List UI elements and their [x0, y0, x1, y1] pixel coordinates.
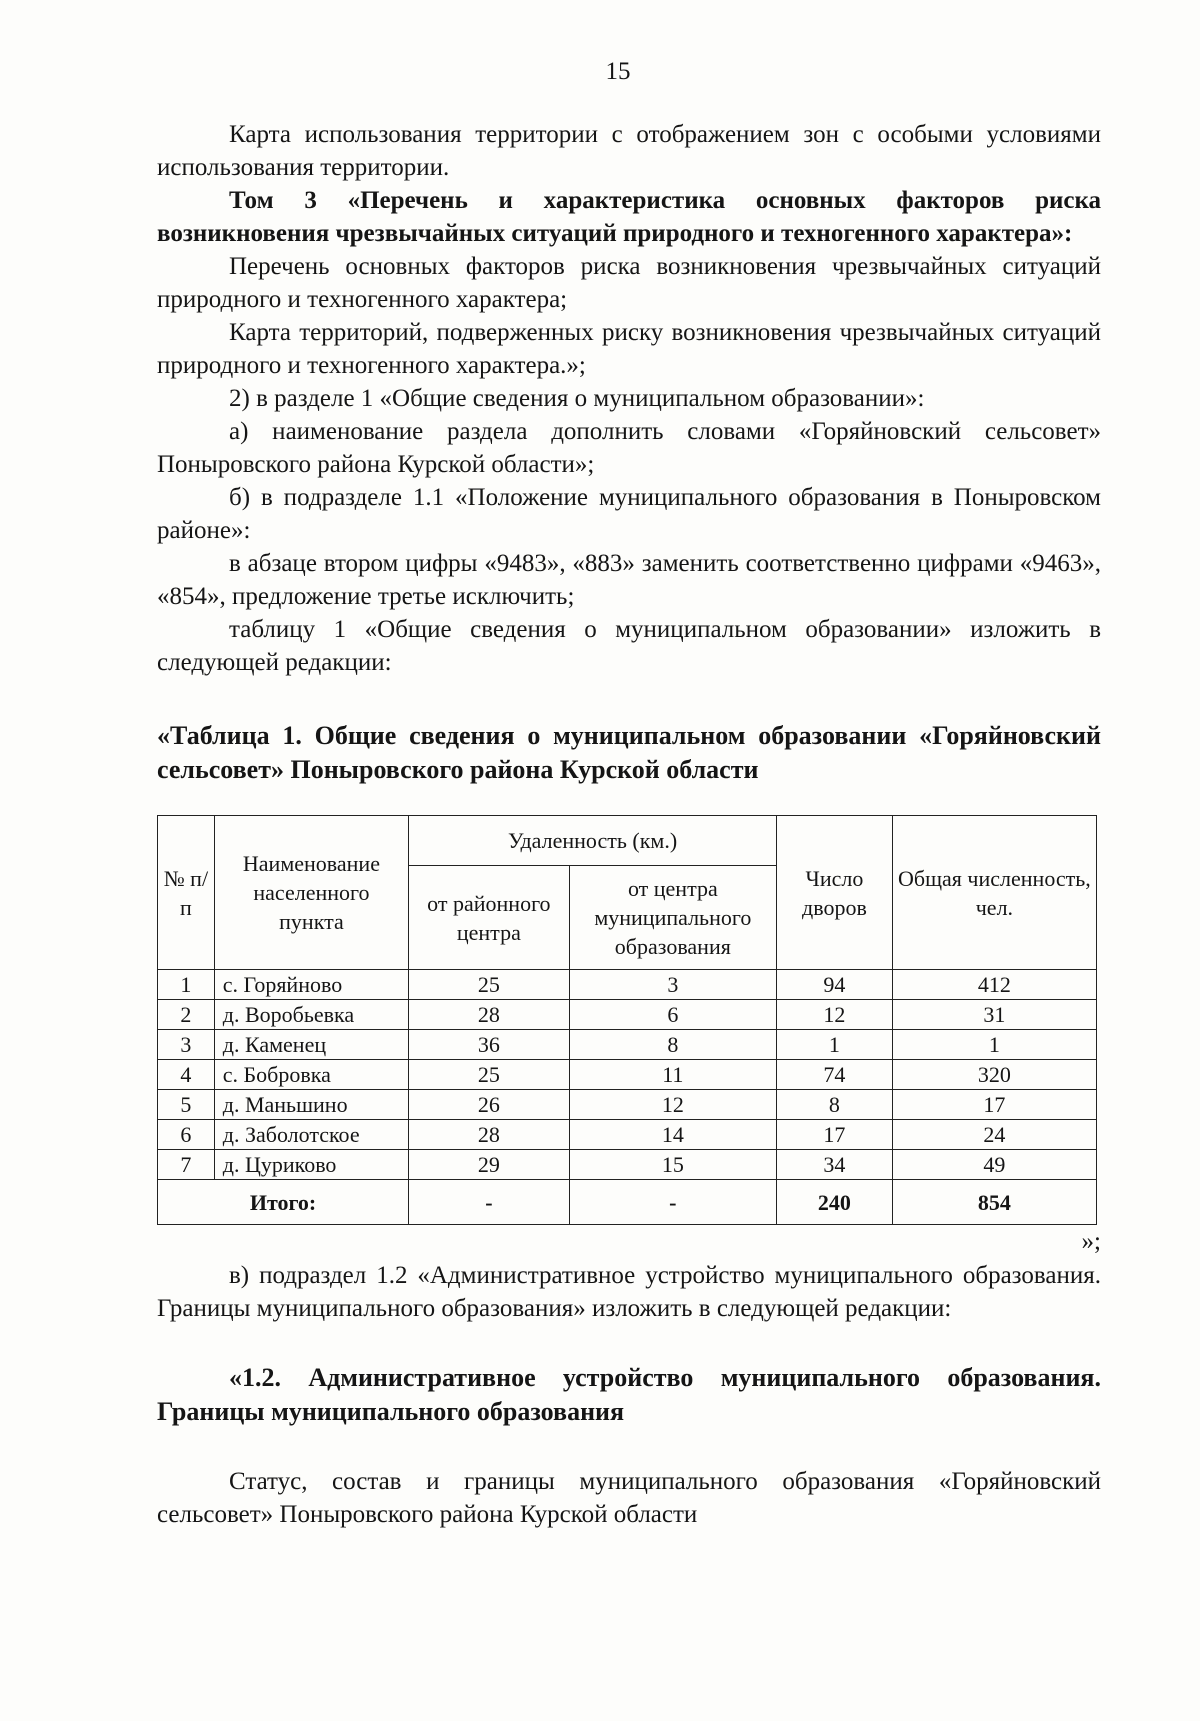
cell-num: 7 [158, 1150, 215, 1180]
cell-num: 5 [158, 1090, 215, 1120]
total-district: - [409, 1180, 570, 1225]
cell-from-district: 28 [409, 1000, 570, 1030]
table-row [158, 1000, 1097, 1030]
cell-households: 12 [777, 1000, 893, 1030]
header-from-district: от районного центра [409, 866, 570, 970]
cell-from-district: 28 [409, 1120, 570, 1150]
header-name: Наименование населенного пункта [214, 816, 408, 970]
cell-num: 4 [158, 1060, 215, 1090]
cell-from-district: 26 [409, 1090, 570, 1120]
cell-households: 34 [777, 1150, 893, 1180]
table-row [158, 1060, 1097, 1090]
cell-population: 24 [892, 1120, 1096, 1150]
paragraph-table-intro: таблицу 1 «Общие сведения о муниципальном образовании» изложить в следующей редакции: [157, 616, 1101, 676]
document-body [157, 118, 1101, 1531]
total-municipal: - [569, 1180, 776, 1225]
cell-households: 74 [777, 1060, 893, 1090]
table-row [158, 1090, 1097, 1120]
cell-households: 17 [777, 1120, 893, 1150]
cell-households: 94 [777, 970, 893, 1000]
table-caption: «Таблица 1. Общие сведения о муниципальном образовании «Горяйновский сельсовет» Поныровского района Курской области [157, 721, 1101, 784]
section-1-2-heading: «1.2. Административное устройство муниципального образования. Границы муниципального образования [157, 1363, 1101, 1426]
cell-from-district: 25 [409, 1060, 570, 1090]
paragraph-item-b: б) в подразделе 1.1 «Положение муниципального образования в Поныровском районе»: [157, 484, 1101, 544]
paragraph-section-1: 2) в разделе 1 «Общие сведения о муниципальном образовании»: [229, 385, 925, 412]
paragraph-item-c: в) подраздел 1.2 «Административное устройство муниципального образования. Границы муниципального образования» изложить в следующей редакции: [157, 1262, 1101, 1322]
cell-name: д. Каменец [214, 1030, 408, 1060]
cell-from-district: 29 [409, 1150, 570, 1180]
cell-num: 6 [158, 1120, 215, 1150]
paragraph-figures-replace: в абзаце втором цифры «9483», «883» заменить соответственно цифрами «9463», «854», предложение третье исключить; [157, 550, 1101, 610]
table-total-row [158, 1180, 1097, 1225]
closing-quote: »; [1081, 1228, 1101, 1255]
cell-name: д. Заболотское [214, 1120, 408, 1150]
cell-population: 412 [892, 970, 1096, 1000]
cell-name: с. Бобровка [214, 1060, 408, 1090]
total-households: 240 [777, 1180, 893, 1225]
cell-from-municipal: 6 [569, 1000, 776, 1030]
table-row [158, 1150, 1097, 1180]
cell-name: д. Цуриково [214, 1150, 408, 1180]
cell-from-district: 36 [409, 1030, 570, 1060]
paragraph-risk-map: Карта территорий, подверженных риску возникновения чрезвычайных ситуаций природного и техногенного характера.»; [157, 319, 1101, 379]
cell-population: 320 [892, 1060, 1096, 1090]
header-from-municipal: от центра муниципального образования [569, 866, 776, 970]
cell-name: д. Маньшино [214, 1090, 408, 1120]
cell-from-municipal: 8 [569, 1030, 776, 1060]
volume-3-heading: Том 3 «Перечень и характеристика основных факторов риска возникновения чрезвычайных ситуаций природного и техногенного характера»: [157, 187, 1101, 247]
paragraph-item-a: а) наименование раздела дополнить словами «Горяйновский сельсовет» Поныровского района Курской области»; [157, 418, 1101, 478]
cell-num: 3 [158, 1030, 215, 1060]
table-row [158, 1120, 1097, 1150]
header-num: № п/п [158, 816, 215, 970]
cell-from-municipal: 3 [569, 970, 776, 1000]
cell-from-municipal: 14 [569, 1120, 776, 1150]
cell-from-municipal: 15 [569, 1150, 776, 1180]
cell-from-district: 25 [409, 970, 570, 1000]
table-row [158, 970, 1097, 1000]
total-population: 854 [892, 1180, 1096, 1225]
cell-households: 1 [777, 1030, 893, 1060]
table-row [158, 1030, 1097, 1060]
paragraph-status: Статус, состав и границы муниципального образования «Горяйновский сельсовет» Поныровского района Курской области [157, 1468, 1101, 1528]
header-population: Общая численность, чел. [892, 816, 1096, 970]
header-households: Число дворов [777, 816, 893, 970]
cell-num: 1 [158, 970, 215, 1000]
cell-households: 8 [777, 1090, 893, 1120]
total-label: Итого: [158, 1180, 409, 1225]
municipal-info-table [157, 815, 1097, 1225]
cell-num: 2 [158, 1000, 215, 1030]
cell-population: 17 [892, 1090, 1096, 1120]
cell-name: с. Горяйново [214, 970, 408, 1000]
paragraph-risk-factors: Перечень основных факторов риска возникновения чрезвычайных ситуаций природного и техногенного характера; [157, 253, 1101, 313]
header-distance: Удаленность (км.) [409, 816, 777, 866]
page-number: 15 [605, 58, 631, 85]
cell-population: 31 [892, 1000, 1096, 1030]
cell-population: 1 [892, 1030, 1096, 1060]
cell-population: 49 [892, 1150, 1096, 1180]
cell-name: д. Воробьевка [214, 1000, 408, 1030]
cell-from-municipal: 12 [569, 1090, 776, 1120]
cell-from-municipal: 11 [569, 1060, 776, 1090]
paragraph-map-usage: Карта использования территории с отображением зон с особыми условиями использования территории. [157, 121, 1101, 181]
